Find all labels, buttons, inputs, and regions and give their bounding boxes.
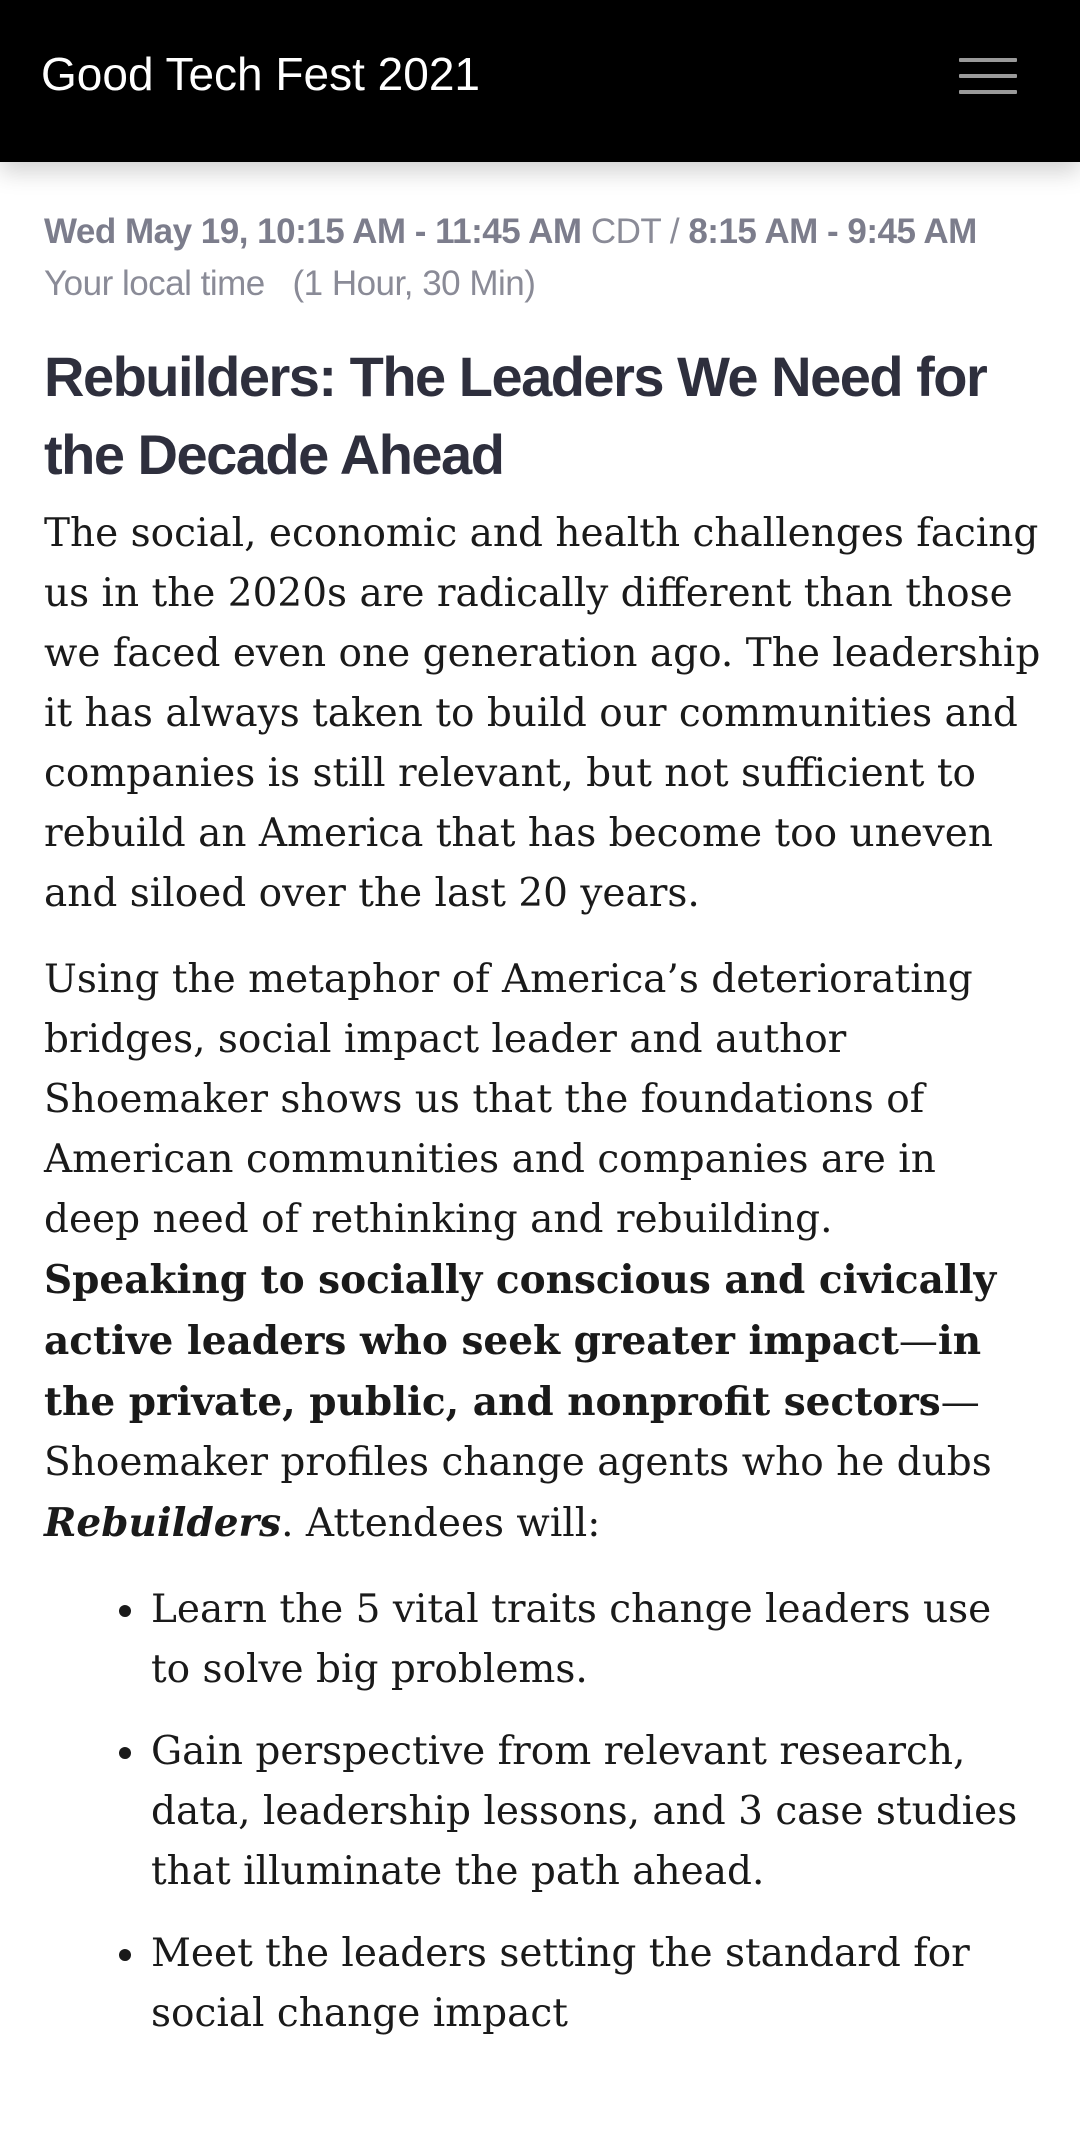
paragraph-2-intro: Using the metaphor of America’s deteriorating bridges, social impact leader and author Shoemaker shows us that the foundations of American communities and companies are in deep need of rethinking and rebuilding. — [44, 957, 973, 1242]
time-separator: / — [669, 212, 680, 251]
local-time-range: 8:15 AM - 9:45 AM — [688, 212, 977, 251]
local-time-label: Your local time — [44, 264, 265, 303]
paragraph-2-bold-2: in the private, public, and nonprofit sectors — [44, 1318, 982, 1425]
list-item: • Learn the 5 vital traits change leaders use to solve big problems. — [149, 1580, 1042, 1700]
description-paragraph-1: The social, economic and health challenges facing us in the 2020s are radically different than those we faced even one generation ago. The leadership it has always taken to build our communities and companies is still relevant, but not sufficient to rebuild an America that has become too uneven and siloed over the last 20 years. — [44, 511, 1041, 916]
menu-line — [959, 74, 1017, 78]
attendee-takeaways-list — [44, 1580, 1042, 2044]
paragraph-2-ending: . Attendees will: — [281, 1501, 601, 1546]
menu-line — [959, 90, 1017, 94]
session-date-range: Wed May 19, 10:15 AM - 11:45 AM — [44, 212, 582, 251]
em-dash: — — [898, 1319, 938, 1364]
session-detail — [44, 206, 1042, 2066]
session-time — [44, 206, 1042, 310]
list-item: • Meet the leaders setting the standard for social change impact — [149, 1924, 1042, 2044]
event-timezone: CDT — [590, 212, 661, 251]
menu-line — [959, 58, 1017, 62]
hamburger-menu-icon[interactable] — [946, 48, 1030, 104]
description-paragraph-2 — [44, 950, 1042, 1554]
em-dash: — — [940, 1380, 980, 1425]
paragraph-2-middle: Shoemaker profiles change agents who he dubs — [44, 1440, 992, 1485]
top-app-bar — [0, 0, 1080, 162]
paragraph-2-bold-1: Speaking to socially conscious and civically active leaders who seek greater impact — [44, 1257, 997, 1364]
rebuilders-emphasis: Rebuilders — [44, 1500, 282, 1546]
list-item: • Gain perspective from relevant research, data, leadership lessons, and 3 case studies that illuminate the path ahead. — [149, 1722, 1042, 1902]
session-duration: (1 Hour, 30 Min) — [292, 264, 536, 303]
app-title[interactable]: Good Tech Fest 2021 — [41, 48, 480, 100]
session-title: Rebuilders: The Leaders We Need for the Decade Ahead — [44, 345, 987, 486]
session-description — [44, 504, 1042, 2044]
